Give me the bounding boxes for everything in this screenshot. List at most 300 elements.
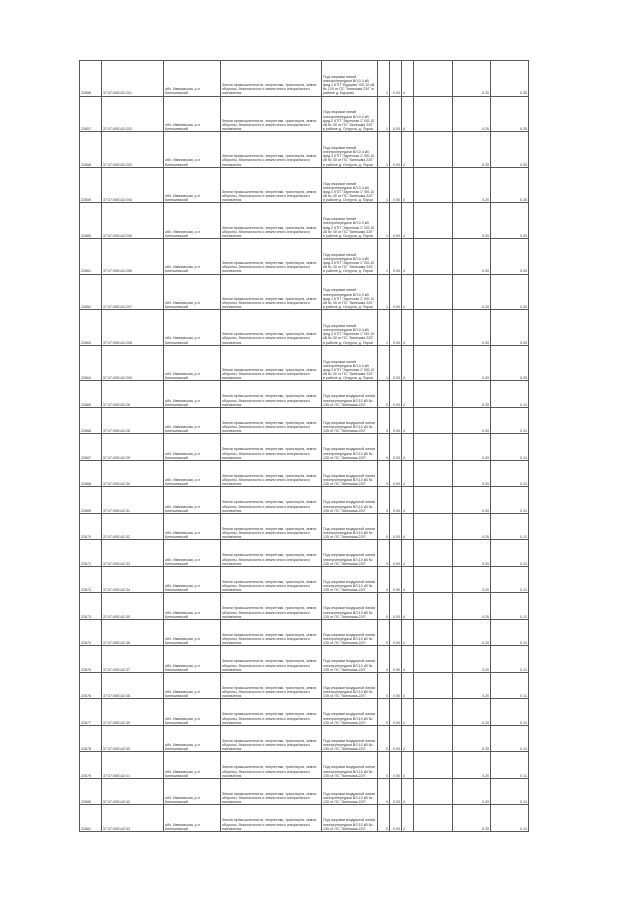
row-id-cell: 22659: [80, 167, 102, 203]
empty-cell: [414, 725, 453, 752]
land-category-cell: Земли промышленности, энергетики, транспорта, земли обороны, безопасности и земли иного специального назначения: [221, 96, 322, 132]
land-category-cell: Земли промышленности, энергетики, транспорта, земли обороны, безопасности и земли иного специального назначения: [221, 381, 322, 408]
area-cell: 0.00: [390, 725, 402, 752]
cadastral-number-cell: 37:07:050142:41: [102, 752, 164, 779]
land-category-cell: Земли промышленности, энергетики, транспорта, земли обороны, безопасности и земли иного специального назначения: [221, 805, 322, 832]
value-2-cell: 0.11: [491, 646, 529, 673]
value-2-cell: 0.11: [491, 513, 529, 540]
cadastral-number-cell: 37:07:050142:201: [102, 61, 164, 97]
zone-cell: 0: [378, 646, 390, 673]
permitted-use-cell: Под опорами воздушной линии электропередачи ВЛ-10 кВ № 135 от ПС "Кинешма-220": [322, 752, 378, 779]
cadastral-number-cell: 37:07:050142:208: [102, 310, 164, 346]
row-id-cell: 22663: [80, 310, 102, 346]
permitted-use-cell: Под опорами воздушной линии электропередачи ВЛ-10 кВ № 135 от ПС "Кинешма-220": [322, 434, 378, 461]
table-row: [80, 725, 529, 752]
coefficient-cell: 4: [402, 619, 414, 646]
table-row: [80, 274, 529, 310]
zone-cell: 1: [378, 274, 390, 310]
permitted-use-cell: Под опорами воздушной линии электропередачи ВЛ-10 кВ № 135 от ПС "Кинешма-220": [322, 646, 378, 673]
table-row: [80, 672, 529, 699]
permitted-use-cell: Под опорами воздушной линии электропередачи ВЛ-10 кВ № 135 от ПС "Кинешма-220": [322, 513, 378, 540]
coefficient-cell: 4: [402, 274, 414, 310]
row-id-cell: 22675: [80, 646, 102, 673]
permitted-use-cell: Под опорами линий электропередачи ВЛ-0.4 кВ фид.1 КТП "Заречная 1" ВЛ-10 кВ № 30 от ПС "Кинешма 220" в районе д. Оструха, д. Порки: [322, 274, 378, 310]
value-2-cell: 0.11: [491, 540, 529, 567]
address-cell: обл. Ивановская, р-н Кинешемский: [164, 593, 221, 620]
cadastral-number-cell: 37:07:050142:39: [102, 699, 164, 726]
value-1-cell: 0.20: [453, 434, 491, 461]
zone-cell: 1: [378, 132, 390, 168]
table-row: [80, 407, 529, 434]
zone-cell: 0: [378, 566, 390, 593]
row-id-cell: 22667: [80, 434, 102, 461]
cadastral-number-cell: 37:07:050142:37: [102, 646, 164, 673]
table-row: [80, 540, 529, 567]
land-category-cell: Земли промышленности, энергетики, транспорта, земли обороны, безопасности и земли иного специального назначения: [221, 725, 322, 752]
land-category-cell: Земли промышленности, энергетики, транспорта, земли обороны, безопасности и земли иного специального назначения: [221, 132, 322, 168]
value-2-cell: 0.25: [491, 238, 529, 274]
table-row: [80, 434, 529, 461]
coefficient-cell: 4: [402, 310, 414, 346]
coefficient-cell: 4: [402, 566, 414, 593]
cadastral-number-cell: 37:07:050142:202: [102, 96, 164, 132]
empty-cell: [414, 619, 453, 646]
row-id-cell: 22671: [80, 540, 102, 567]
value-1-cell: 0.20: [453, 778, 491, 805]
coefficient-cell: 4: [402, 132, 414, 168]
area-cell: 0.00: [390, 805, 402, 832]
address-cell: обл. Ивановская, р-н Кинешемский: [164, 132, 221, 168]
table-row: [80, 460, 529, 487]
zone-cell: 0: [378, 593, 390, 620]
value-1-cell: 0.20: [453, 96, 491, 132]
zone-cell: 0: [378, 513, 390, 540]
area-cell: 0.00: [390, 540, 402, 567]
area-cell: 0.00: [390, 238, 402, 274]
empty-cell: [414, 566, 453, 593]
area-cell: 0.00: [390, 274, 402, 310]
row-id-cell: 22660: [80, 203, 102, 239]
land-category-cell: Земли промышленности, энергетики, транспорта, земли обороны, безопасности и земли иного специального назначения: [221, 407, 322, 434]
value-2-cell: 0.11: [491, 672, 529, 699]
value-2-cell: 0.11: [491, 434, 529, 461]
zone-cell: 0: [378, 752, 390, 779]
empty-cell: [414, 540, 453, 567]
address-cell: обл. Ивановская, р-н Кинешемский: [164, 460, 221, 487]
cadastral-number-cell: 37:07:050142:32: [102, 513, 164, 540]
zone-cell: 1: [378, 345, 390, 381]
table-row: [80, 345, 529, 381]
value-2-cell: 0.11: [491, 699, 529, 726]
area-cell: 0.00: [390, 132, 402, 168]
area-cell: 0.00: [390, 672, 402, 699]
address-cell: обл. Ивановская, р-н Кинешемский: [164, 167, 221, 203]
value-1-cell: 0.20: [453, 699, 491, 726]
value-2-cell: 0.25: [491, 96, 529, 132]
zone-cell: 0: [378, 778, 390, 805]
row-id-cell: 22680: [80, 778, 102, 805]
area-cell: 0.00: [390, 310, 402, 346]
cadastral-number-cell: 37:07:050142:30: [102, 460, 164, 487]
address-cell: обл. Ивановская, р-н Кинешемский: [164, 672, 221, 699]
value-2-cell: 0.25: [491, 274, 529, 310]
coefficient-cell: 4: [402, 238, 414, 274]
address-cell: обл. Ивановская, р-н Кинешемский: [164, 725, 221, 752]
area-cell: 0.00: [390, 646, 402, 673]
coefficient-cell: 4: [402, 61, 414, 97]
table-row: [80, 805, 529, 832]
zone-cell: 1: [378, 238, 390, 274]
value-1-cell: 0.20: [453, 61, 491, 97]
value-2-cell: 0.25: [491, 310, 529, 346]
cadastral-number-cell: 37:07:050142:207: [102, 274, 164, 310]
value-2-cell: 0.11: [491, 566, 529, 593]
value-2-cell: 0.11: [491, 725, 529, 752]
value-2-cell: 0.25: [491, 203, 529, 239]
table-body: [80, 61, 529, 832]
address-cell: обл. Ивановская, р-н Кинешемский: [164, 513, 221, 540]
land-category-cell: Земли промышленности, энергетики, транспорта, земли обороны, безопасности и земли иного специального назначения: [221, 167, 322, 203]
area-cell: 0.00: [390, 407, 402, 434]
permitted-use-cell: Под опорами линий электропередачи ВЛ-0.4 кВ фид.3 КТП "Заречная 1" ВЛ-10 кВ № 30 от ПС "Кинешма 220" в районе д. Оструха, д. Порки: [322, 132, 378, 168]
area-cell: 0.00: [390, 345, 402, 381]
land-category-cell: Земли промышленности, энергетики, транспорта, земли обороны, безопасности и земли иного специального назначения: [221, 752, 322, 779]
value-1-cell: 0.20: [453, 593, 491, 620]
permitted-use-cell: Под опорами воздушной линии электропередачи ВЛ-10 кВ № 135 от ПС "Кинешма-220": [322, 593, 378, 620]
address-cell: обл. Ивановская, р-н Кинешемский: [164, 407, 221, 434]
coefficient-cell: 4: [402, 805, 414, 832]
value-2-cell: 0.11: [491, 752, 529, 779]
area-cell: 0.00: [390, 167, 402, 203]
value-1-cell: 0.20: [453, 407, 491, 434]
coefficient-cell: 4: [402, 345, 414, 381]
table-row: [80, 61, 529, 97]
empty-cell: [414, 434, 453, 461]
value-2-cell: 0.11: [491, 593, 529, 620]
address-cell: обл. Ивановская, р-н Кинешемский: [164, 619, 221, 646]
land-category-cell: Земли промышленности, энергетики, транспорта, земли обороны, безопасности и земли иного специального назначения: [221, 238, 322, 274]
address-cell: обл. Ивановская, р-н Кинешемский: [164, 566, 221, 593]
value-2-cell: 0.11: [491, 487, 529, 514]
table-row: [80, 487, 529, 514]
coefficient-cell: 4: [402, 434, 414, 461]
value-1-cell: 0.20: [453, 619, 491, 646]
address-cell: обл. Ивановская, р-н Кинешемский: [164, 434, 221, 461]
area-cell: 0.00: [390, 460, 402, 487]
permitted-use-cell: Под опорами воздушной линии электропередачи ВЛ-10 кВ № 135 от ПС "Кинешма-220": [322, 725, 378, 752]
value-2-cell: 0.11: [491, 778, 529, 805]
area-cell: 0.00: [390, 752, 402, 779]
land-category-cell: Земли промышленности, энергетики, транспорта, земли обороны, безопасности и земли иного специального назначения: [221, 672, 322, 699]
permitted-use-cell: Под опорами линий электропередачи ВЛ-0.4 кВ фид.2 КТП "Заречная 1" ВЛ-10 кВ № 30 от ПС "Кинешма 220" в районе д. Оструха, д. Порки: [322, 96, 378, 132]
zone-cell: 1: [378, 96, 390, 132]
land-category-cell: Земли промышленности, энергетики, транспорта, земли обороны, безопасности и земли иного специального назначения: [221, 566, 322, 593]
zone-cell: 0: [378, 407, 390, 434]
land-category-cell: Земли промышленности, энергетики, транспорта, земли обороны, безопасности и земли иного специального назначения: [221, 593, 322, 620]
value-1-cell: 0.20: [453, 487, 491, 514]
zone-cell: 0: [378, 805, 390, 832]
zone-cell: 0: [378, 540, 390, 567]
empty-cell: [414, 487, 453, 514]
land-category-cell: Земли промышленности, энергетики, транспорта, земли обороны, безопасности и земли иного специального назначения: [221, 274, 322, 310]
empty-cell: [414, 345, 453, 381]
empty-cell: [414, 381, 453, 408]
empty-cell: [414, 407, 453, 434]
address-cell: обл. Ивановская, р-н Кинешемский: [164, 487, 221, 514]
permitted-use-cell: Под опорами воздушной линии электропередачи ВЛ-10 кВ № 135 от ПС "Кинешма-220": [322, 566, 378, 593]
land-category-cell: Земли промышленности, энергетики, транспорта, земли обороны, безопасности и земли иного специального назначения: [221, 203, 322, 239]
cadastral-number-cell: 37:07:050142:40: [102, 725, 164, 752]
address-cell: обл. Ивановская, р-н Кинешемский: [164, 805, 221, 832]
zone-cell: 0: [378, 672, 390, 699]
table-row: [80, 310, 529, 346]
empty-cell: [414, 96, 453, 132]
permitted-use-cell: Под опорами воздушной линии электропередачи ВЛ-10 кВ № 135 от ПС "Кинешма-220": [322, 805, 378, 832]
address-cell: обл. Ивановская, р-н Кинешемский: [164, 345, 221, 381]
table-row: [80, 167, 529, 203]
land-category-cell: Земли промышленности, энергетики, транспорта, земли обороны, безопасности и земли иного специального назначения: [221, 61, 322, 97]
value-2-cell: 0.25: [491, 167, 529, 203]
empty-cell: [414, 778, 453, 805]
area-cell: 0.00: [390, 381, 402, 408]
row-id-cell: 22668: [80, 460, 102, 487]
zone-cell: 0: [378, 725, 390, 752]
area-cell: 0.00: [390, 96, 402, 132]
empty-cell: [414, 167, 453, 203]
value-1-cell: 0.20: [453, 132, 491, 168]
area-cell: 0.00: [390, 203, 402, 239]
zone-cell: 0: [378, 619, 390, 646]
table-row: [80, 752, 529, 779]
value-1-cell: 0.20: [453, 238, 491, 274]
land-category-cell: Земли промышленности, энергетики, транспорта, земли обороны, безопасности и земли иного специального назначения: [221, 540, 322, 567]
value-1-cell: 0.20: [453, 513, 491, 540]
coefficient-cell: 4: [402, 725, 414, 752]
coefficient-cell: 4: [402, 699, 414, 726]
zone-cell: 0: [378, 487, 390, 514]
value-1-cell: 0.20: [453, 310, 491, 346]
row-id-cell: 22678: [80, 725, 102, 752]
row-id-cell: 22677: [80, 699, 102, 726]
value-2-cell: 0.25: [491, 132, 529, 168]
coefficient-cell: 4: [402, 752, 414, 779]
coefficient-cell: 4: [402, 407, 414, 434]
cadastral-number-cell: 37:07:050142:29: [102, 434, 164, 461]
value-2-cell: 0.25: [491, 61, 529, 97]
permitted-use-cell: Под опорами воздушной линии электропередачи ВЛ-10 кВ № 135 от ПС "Кинешма-220": [322, 487, 378, 514]
table-row: [80, 619, 529, 646]
cadastral-number-cell: 37:07:050142:34: [102, 566, 164, 593]
permitted-use-cell: Под опорами воздушной линии электропередачи ВЛ-10 кВ № 135 от ПС "Кинешма-220": [322, 381, 378, 408]
address-cell: обл. Ивановская, р-н Кинешемский: [164, 699, 221, 726]
empty-cell: [414, 513, 453, 540]
empty-cell: [414, 310, 453, 346]
value-1-cell: 0.20: [453, 566, 491, 593]
row-id-cell: 22658: [80, 132, 102, 168]
zone-cell: 1: [378, 203, 390, 239]
row-id-cell: 22666: [80, 407, 102, 434]
table-row: [80, 132, 529, 168]
empty-cell: [414, 646, 453, 673]
row-id-cell: 22664: [80, 345, 102, 381]
zone-cell: 0: [378, 434, 390, 461]
cadastral-number-cell: 37:07:050142:42: [102, 778, 164, 805]
permitted-use-cell: Под опорами воздушной линии электропередачи ВЛ-10 кВ № 135 от ПС "Кинешма-220": [322, 540, 378, 567]
value-1-cell: 0.20: [453, 805, 491, 832]
row-id-cell: 22676: [80, 672, 102, 699]
address-cell: обл. Ивановская, р-н Кинешемский: [164, 778, 221, 805]
address-cell: обл. Ивановская, р-н Кинешемский: [164, 381, 221, 408]
land-category-cell: Земли промышленности, энергетики, транспорта, земли обороны, безопасности и земли иного специального назначения: [221, 619, 322, 646]
table-row: [80, 778, 529, 805]
coefficient-cell: 4: [402, 513, 414, 540]
area-cell: 0.00: [390, 619, 402, 646]
cadastral-number-cell: 37:07:050142:205: [102, 203, 164, 239]
empty-cell: [414, 593, 453, 620]
address-cell: обл. Ивановская, р-н Кинешемский: [164, 238, 221, 274]
cadastral-number-cell: 37:07:050142:33: [102, 540, 164, 567]
empty-cell: [414, 805, 453, 832]
empty-cell: [414, 752, 453, 779]
coefficient-cell: 4: [402, 778, 414, 805]
value-2-cell: 0.11: [491, 619, 529, 646]
cadastral-number-cell: 37:07:050142:28: [102, 407, 164, 434]
land-category-cell: Земли промышленности, энергетики, транспорта, земли обороны, безопасности и земли иного специального назначения: [221, 460, 322, 487]
row-id-cell: 22669: [80, 487, 102, 514]
land-plot-table: [79, 60, 529, 832]
empty-cell: [414, 61, 453, 97]
coefficient-cell: 4: [402, 593, 414, 620]
land-category-cell: Земли промышленности, энергетики, транспорта, земли обороны, безопасности и земли иного специального назначения: [221, 646, 322, 673]
coefficient-cell: 4: [402, 96, 414, 132]
land-category-cell: Земли промышленности, энергетики, транспорта, земли обороны, безопасности и земли иного специального назначения: [221, 487, 322, 514]
permitted-use-cell: Под опорами линий электропередачи ВЛ-0.4 кВ фид.3 КТП "Заречная 1" ВЛ-10 кВ № 30 от ПС "Кинешма 220" в районе д. Оструха, д. Порки: [322, 345, 378, 381]
value-1-cell: 0.20: [453, 460, 491, 487]
permitted-use-cell: Под опорами воздушной линии электропередачи ВЛ-10 кВ № 135 от ПС "Кинешма-220": [322, 699, 378, 726]
row-id-cell: 22670: [80, 513, 102, 540]
land-category-cell: Земли промышленности, энергетики, транспорта, земли обороны, безопасности и земли иного специального назначения: [221, 778, 322, 805]
table-row: [80, 513, 529, 540]
empty-cell: [414, 274, 453, 310]
coefficient-cell: 4: [402, 381, 414, 408]
value-1-cell: 0.20: [453, 540, 491, 567]
value-2-cell: 0.11: [491, 407, 529, 434]
value-1-cell: 0.20: [453, 646, 491, 673]
row-id-cell: 22662: [80, 274, 102, 310]
permitted-use-cell: Под опорами воздушной линии электропередачи ВЛ-10 кВ № 135 от ПС "Кинешма-220": [322, 778, 378, 805]
address-cell: обл. Ивановская, р-н Кинешемский: [164, 61, 221, 97]
row-id-cell: 22672: [80, 566, 102, 593]
value-1-cell: 0.20: [453, 381, 491, 408]
value-2-cell: 0.11: [491, 381, 529, 408]
cadastral-number-cell: 37:07:050142:203: [102, 132, 164, 168]
area-cell: 0.00: [390, 593, 402, 620]
coefficient-cell: 4: [402, 203, 414, 239]
cadastral-number-cell: 37:07:050142:43: [102, 805, 164, 832]
value-1-cell: 0.20: [453, 274, 491, 310]
row-id-cell: 22661: [80, 238, 102, 274]
area-cell: 0.00: [390, 61, 402, 97]
value-1-cell: 0.20: [453, 752, 491, 779]
permitted-use-cell: Под опорами линий электропередачи ВЛ-0.4 кВ фид.2 КТП "Заречная 1" ВЛ-10 кВ № 30 от ПС "Кинешма 220" в районе д. Оструха, д. Порки: [322, 203, 378, 239]
land-category-cell: Земли промышленности, энергетики, транспорта, земли обороны, безопасности и земли иного специального назначения: [221, 699, 322, 726]
land-category-cell: Земли промышленности, энергетики, транспорта, земли обороны, безопасности и земли иного специального назначения: [221, 513, 322, 540]
address-cell: обл. Ивановская, р-н Кинешемский: [164, 646, 221, 673]
row-id-cell: 22673: [80, 593, 102, 620]
land-category-cell: Земли промышленности, энергетики, транспорта, земли обороны, безопасности и земли иного специального назначения: [221, 434, 322, 461]
address-cell: обл. Ивановская, р-н Кинешемский: [164, 203, 221, 239]
area-cell: 0.00: [390, 778, 402, 805]
address-cell: обл. Ивановская, р-н Кинешемский: [164, 96, 221, 132]
cadastral-number-cell: 37:07:050142:31: [102, 487, 164, 514]
empty-cell: [414, 238, 453, 274]
permitted-use-cell: Под опорами линий электропередачи ВЛ-0.4 кВ фид.3 КТП "Заречная 1" ВЛ-10 кВ № 30 от ПС "Кинешма 220" в районе д. Оструха, д. Порки: [322, 238, 378, 274]
coefficient-cell: 4: [402, 487, 414, 514]
row-id-cell: 22656: [80, 61, 102, 97]
area-cell: 0.00: [390, 566, 402, 593]
value-1-cell: 0.20: [453, 672, 491, 699]
area-cell: 0.00: [390, 487, 402, 514]
cadastral-number-cell: 37:07:050142:209: [102, 345, 164, 381]
coefficient-cell: 4: [402, 540, 414, 567]
table-row: [80, 566, 529, 593]
zone-cell: 1: [378, 167, 390, 203]
table-row: [80, 381, 529, 408]
row-id-cell: 22665: [80, 381, 102, 408]
value-2-cell: 0.11: [491, 805, 529, 832]
table-row: [80, 96, 529, 132]
row-id-cell: 22681: [80, 805, 102, 832]
value-1-cell: 0.20: [453, 345, 491, 381]
value-1-cell: 0.20: [453, 203, 491, 239]
zone-cell: 0: [378, 381, 390, 408]
table-row: [80, 646, 529, 673]
table-row: [80, 238, 529, 274]
empty-cell: [414, 699, 453, 726]
area-cell: 0.00: [390, 434, 402, 461]
cadastral-number-cell: 37:07:050142:26: [102, 381, 164, 408]
address-cell: обл. Ивановская, р-н Кинешемский: [164, 310, 221, 346]
address-cell: обл. Ивановская, р-н Кинешемский: [164, 752, 221, 779]
zone-cell: 0: [378, 699, 390, 726]
cadastral-number-cell: 37:07:050142:38: [102, 672, 164, 699]
table-row: [80, 203, 529, 239]
value-2-cell: 0.25: [491, 345, 529, 381]
land-category-cell: Земли промышленности, энергетики, транспорта, земли обороны, безопасности и земли иного специального назначения: [221, 345, 322, 381]
permitted-use-cell: Под опорами линий электропередачи ВЛ-0.4 кВ фид.1 КТП "Заречная 1" ВЛ-10 кВ № 30 от ПС "Кинешма 220" в районе д. Оструха, д. Порки: [322, 167, 378, 203]
coefficient-cell: 4: [402, 646, 414, 673]
row-id-cell: 22674: [80, 619, 102, 646]
coefficient-cell: 4: [402, 672, 414, 699]
empty-cell: [414, 132, 453, 168]
area-cell: 0.00: [390, 513, 402, 540]
row-id-cell: 22679: [80, 752, 102, 779]
cadastral-number-cell: 37:07:050142:36: [102, 619, 164, 646]
value-2-cell: 0.11: [491, 460, 529, 487]
value-1-cell: 0.20: [453, 167, 491, 203]
permitted-use-cell: Под опорами воздушной линии электропередачи ВЛ-10 кВ № 135 от ПС "Кинешма-220": [322, 407, 378, 434]
cadastral-number-cell: 37:07:050142:204: [102, 167, 164, 203]
address-cell: обл. Ивановская, р-н Кинешемский: [164, 540, 221, 567]
land-category-cell: Земли промышленности, энергетики, транспорта, земли обороны, безопасности и земли иного специального назначения: [221, 310, 322, 346]
zone-cell: 1: [378, 310, 390, 346]
coefficient-cell: 4: [402, 167, 414, 203]
empty-cell: [414, 203, 453, 239]
zone-cell: 0: [378, 460, 390, 487]
permitted-use-cell: Под опорами воздушной линии электропередачи ВЛ-10 кВ № 135 от ПС "Кинешма-220": [322, 460, 378, 487]
coefficient-cell: 4: [402, 460, 414, 487]
permitted-use-cell: Под опорами линий электропередачи ВЛ-0.4 кВ фид.1 КТП "Бурцево" ВЛ-10 кВ № 120 от ПС "Кинешма 220" в районе д. Бурцево: [322, 61, 378, 97]
